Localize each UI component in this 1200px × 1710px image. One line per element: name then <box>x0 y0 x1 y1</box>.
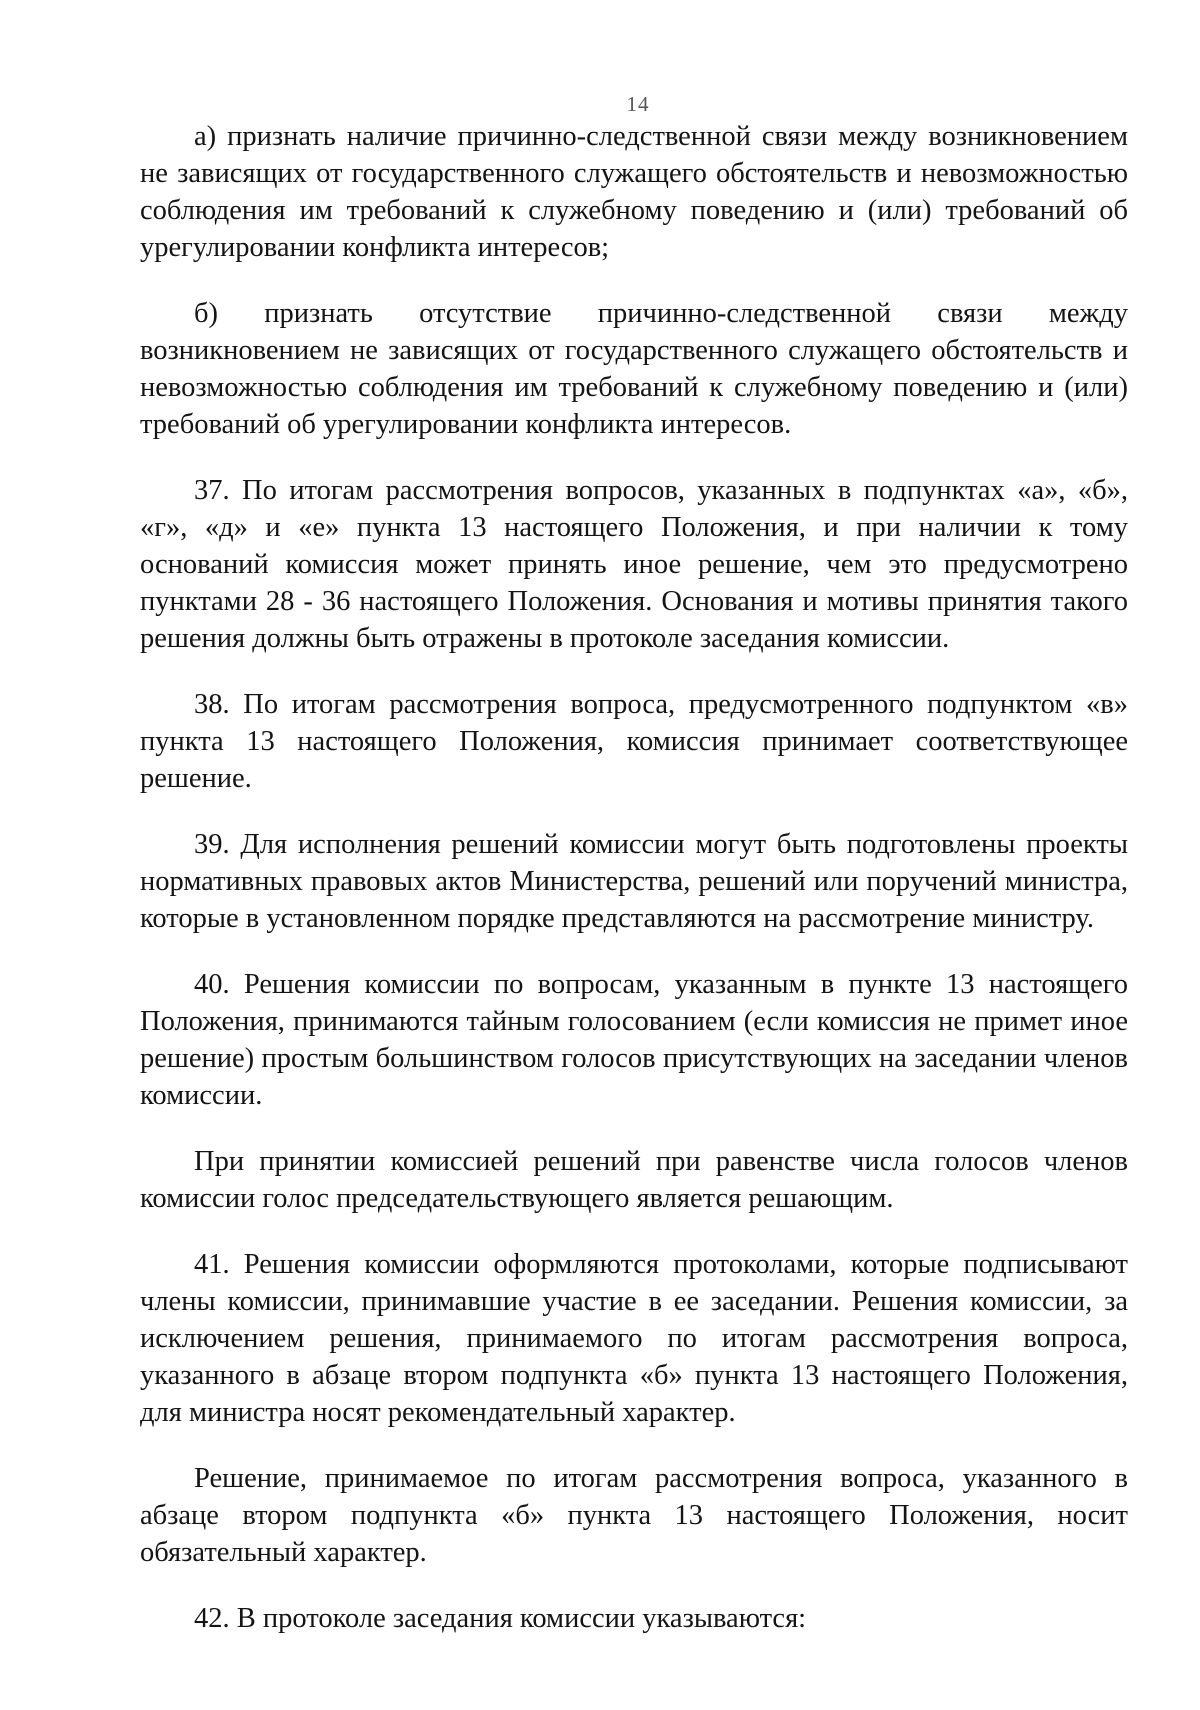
paragraph-clause-42: 42. В протоколе заседания комиссии указываются: <box>194 1603 807 1634</box>
paragraph-clause-40: 40. Решения комиссии по вопросам, указанным в пункте 13 настоящего Положения, принимаются тайным голосованием (если комиссия не примет иное решение) простым большинством голосов присутствующих на заседании членов комиссии. <box>140 969 1128 1111</box>
paragraph-clause-41: 41. Решения комиссии оформляются протоколами, которые подписывают члены комиссии, принимавшие участие в ее заседании. Решения комиссии, за исключением решения, принимаемого по итогам рассмотрения вопроса, указанного в абзаце втором подпункта «б» пункта 13 настоящего Положения, для министра носят рекомендательный характер. <box>140 1249 1128 1428</box>
paragraph-clause-39: 39. Для исполнения решений комиссии могут быть подготовлены проекты нормативных правовых актов Министерства, решений или поручений министра, которые в установленном порядке представляются на рассмотрение министру. <box>140 829 1128 934</box>
document-body <box>140 118 1128 1637</box>
paragraph-subpoint-a: а) признать наличие причинно-следственной связи между возникновением не зависящих от государственного служащего обстоятельств и невозможностью соблюдения им требований к служебному поведению и (или) требований об урегулировании конфликта интересов; <box>140 121 1128 263</box>
page-number: 14 <box>626 92 650 116</box>
paragraph-clause-40-continuation: При принятии комиссией решений при равенстве числа голосов членов комиссии голос председательствующего является решающим. <box>140 1146 1128 1214</box>
paragraph-clause-41-continuation: Решение, принимаемое по итогам рассмотрения вопроса, указанного в абзаце втором подпункта «б» пункта 13 настоящего Положения, носит обязательный характер. <box>140 1463 1128 1568</box>
paragraph-clause-37: 37. По итогам рассмотрения вопросов, указанных в подпунктах «а», «б», «г», «д» и «е» пункта 13 настоящего Положения, и при наличии к тому оснований комиссия может принять иное решение, чем это предусмотрено пунктами 28 - 36 настоящего Положения. Основания и мотивы принятия такого решения должны быть отражены в протоколе заседания комиссии. <box>140 475 1128 654</box>
paragraph-subpoint-b: б) признать отсутствие причинно-следственной связи между возникновением не зависящих от государственного служащего обстоятельств и невозможностью соблюдения им требований к служебному поведению и (или) требований об урегулировании конфликта интересов. <box>140 298 1128 440</box>
paragraph-clause-38: 38. По итогам рассмотрения вопроса, предусмотренного подпунктом «в» пункта 13 настоящего Положения, комиссия принимает соответствующее решение. <box>140 689 1128 794</box>
